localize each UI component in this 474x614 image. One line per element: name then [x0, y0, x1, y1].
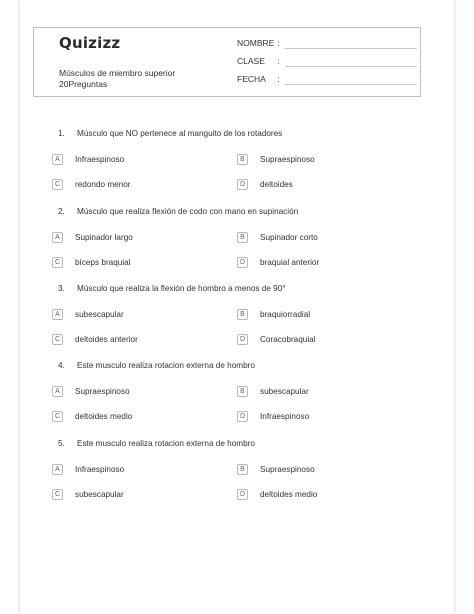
- option-letter-box[interactable]: A: [52, 154, 63, 165]
- option-label: Supraespinoso: [260, 155, 315, 164]
- option-letter-box[interactable]: C: [52, 411, 63, 422]
- name-line[interactable]: [285, 48, 417, 49]
- option-letter-box[interactable]: A: [52, 386, 63, 397]
- question-number: 5.: [58, 439, 65, 448]
- option-label: Supraespinoso: [260, 465, 315, 474]
- class-label: CLASE: [237, 56, 265, 66]
- question-text: [58, 129, 282, 138]
- option-letter-box[interactable]: C: [52, 334, 63, 345]
- option-label: subescapular: [260, 387, 309, 396]
- option-label: Infraespinoso: [75, 465, 125, 474]
- option-letter-box[interactable]: D: [237, 257, 248, 268]
- option-letter-box[interactable]: D: [237, 334, 248, 345]
- option-letter-box[interactable]: D: [237, 179, 248, 190]
- date-label: FECHA: [237, 74, 266, 84]
- worksheet-title-block: [59, 68, 175, 90]
- question-count: 20Preguntas: [59, 79, 108, 89]
- worksheet-header: [33, 27, 421, 97]
- question-prompt: Músculo que realiza la flexión de hombro a menos de 90°: [77, 284, 286, 293]
- date-separator: :: [277, 74, 280, 84]
- question-prompt: Este musculo realiza rotacion externa de hombro: [77, 361, 255, 370]
- date-field: [237, 74, 280, 84]
- class-field: [237, 56, 280, 66]
- option-label: bíceps braquial: [75, 258, 131, 267]
- option-label: subescapular: [75, 310, 124, 319]
- question-text: [58, 207, 298, 216]
- option-letter-box[interactable]: B: [237, 386, 248, 397]
- question-number: 2.: [58, 207, 65, 216]
- option-letter-box[interactable]: A: [52, 309, 63, 320]
- quizizz-logo: Quizizz: [59, 34, 121, 52]
- question-number: 4.: [58, 361, 65, 370]
- option-label: Supinador largo: [75, 233, 133, 242]
- option-letter-box[interactable]: B: [237, 309, 248, 320]
- name-separator: :: [277, 38, 280, 48]
- option-label: deltoides: [260, 180, 293, 189]
- question-prompt: Este musculo realiza rotacion externa de hombro: [77, 439, 255, 448]
- option-letter-box[interactable]: C: [52, 179, 63, 190]
- option-label: subescapular: [75, 490, 124, 499]
- option-label: Supinador corto: [260, 233, 318, 242]
- option-letter-box[interactable]: A: [52, 232, 63, 243]
- option-label: deltoides anterior: [75, 335, 138, 344]
- option-letter-box[interactable]: C: [52, 257, 63, 268]
- date-line[interactable]: [285, 84, 417, 85]
- option-label: deltoides medio: [75, 412, 133, 421]
- name-field: [237, 38, 280, 48]
- worksheet-title: Músculos de miembro superior: [59, 68, 176, 78]
- option-letter-box[interactable]: A: [52, 464, 63, 475]
- option-letter-box[interactable]: D: [237, 411, 248, 422]
- option-label: braquial anterior: [260, 258, 320, 267]
- question-prompt: Músculo que realiza flexión de codo con mano en supinación: [77, 207, 299, 216]
- question-text: [58, 361, 255, 370]
- question-text: [58, 284, 286, 293]
- option-letter-box[interactable]: D: [237, 489, 248, 500]
- name-label: NOMBRE: [237, 38, 275, 48]
- option-label: redondo menor: [75, 180, 131, 189]
- option-letter-box[interactable]: B: [237, 232, 248, 243]
- class-separator: :: [277, 56, 280, 66]
- question-number: 1.: [58, 129, 65, 138]
- option-label: Coracobraquial: [260, 335, 316, 344]
- option-label: Infraespinoso: [260, 412, 310, 421]
- question-number: 3.: [58, 284, 65, 293]
- option-letter-box[interactable]: B: [237, 154, 248, 165]
- question-text: [58, 439, 255, 448]
- option-letter-box[interactable]: C: [52, 489, 63, 500]
- option-label: Infraespinoso: [75, 155, 125, 164]
- option-label: deltoides medio: [260, 490, 318, 499]
- question-prompt: Músculo que NO pertenece al manguito de los rotadores: [77, 129, 283, 138]
- option-label: braquiorradial: [260, 310, 311, 319]
- option-label: Supraespinoso: [75, 387, 130, 396]
- class-line[interactable]: [285, 66, 417, 67]
- option-letter-box[interactable]: B: [237, 464, 248, 475]
